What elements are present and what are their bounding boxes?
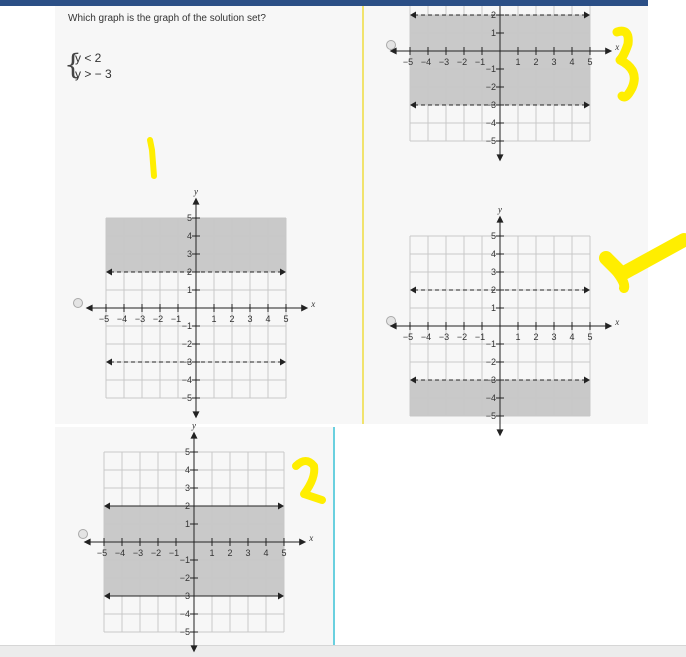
option-a-y-tick-label: −5 <box>181 393 192 403</box>
option-c-y-tick-label: 1 <box>490 303 496 313</box>
option-d-x-tick-label: 3 <box>245 548 251 558</box>
option-d-x-tick-label: −1 <box>168 548 180 558</box>
option-d-x-tick-label: 5 <box>281 548 287 558</box>
option-d-x-axis-label: x <box>309 533 314 543</box>
option-b-y-tick-label: −5 <box>485 136 496 146</box>
option-d-y-tick-label: 1 <box>184 519 190 529</box>
option-a-y-tick-label: 5 <box>186 213 192 223</box>
option-a-x-tick-label: 2 <box>229 314 235 324</box>
option-c-x-tick-label: 5 <box>587 332 593 342</box>
option-a-x-tick-label: −1 <box>170 314 182 324</box>
option-b-y-tick-label: 1 <box>490 28 496 38</box>
option-c-x-tick-label: −5 <box>402 332 414 342</box>
option-b-x-tick-label: 4 <box>569 57 575 67</box>
option-c-y-tick-label: 5 <box>490 231 496 241</box>
option-d-y-tick-label: −5 <box>179 627 190 637</box>
option-b-x-tick-label: −2 <box>456 57 468 67</box>
option-c-y-tick-label: 4 <box>490 249 496 259</box>
option-c-y-tick-label: −2 <box>485 357 496 367</box>
option-c-x-tick-label: 1 <box>515 332 521 342</box>
option-c-x-tick-label: −3 <box>438 332 450 342</box>
option-a-x-tick-label: 5 <box>283 314 289 324</box>
option-c-x-tick-label: −1 <box>474 332 486 342</box>
option-a-y-tick-label: 2 <box>186 267 192 277</box>
option-a-y-tick-label: 1 <box>186 285 192 295</box>
option-c-y-axis-label: y <box>498 204 502 215</box>
option-d-y-tick-label: 4 <box>184 465 190 475</box>
option-b-y-tick-label: 2 <box>490 10 496 20</box>
option-d-y-tick-label: −2 <box>179 573 190 583</box>
inequality-1: y < 2 <box>75 51 102 65</box>
option-d-y-tick-label: −1 <box>179 555 190 565</box>
question-prompt: Which graph is the graph of the solution set? <box>68 13 266 24</box>
option-a-x-tick-label: −2 <box>152 314 164 324</box>
option-b-y-tick-label: −2 <box>485 82 496 92</box>
option-d-y-tick-label: 3 <box>184 483 190 493</box>
marker-number-1 <box>150 140 154 176</box>
option-c-y-tick-label: −1 <box>485 339 496 349</box>
option-d-y-tick-label: −4 <box>179 609 190 619</box>
option-b-y-tick-label: −1 <box>485 64 496 74</box>
option-d-x-tick-label: −5 <box>96 548 108 558</box>
option-a-x-axis-label: x <box>311 299 316 309</box>
option-d-y-tick-label: −3 <box>179 591 190 601</box>
option-d-x-tick-label: 1 <box>209 548 215 558</box>
option-d-x-tick-label: −3 <box>132 548 144 558</box>
option-d-x-tick-label: 4 <box>263 548 269 558</box>
option-c-x-axis-label: x <box>615 317 620 327</box>
option-d-x-tick-label: −4 <box>114 548 126 558</box>
option-d-y-tick-label: 5 <box>184 447 190 457</box>
option-c-x-tick-label: 3 <box>551 332 557 342</box>
option-c-y-tick-label: −3 <box>485 375 496 385</box>
option-a-y-axis-label: y <box>194 186 198 197</box>
option-d-x-tick-label: −2 <box>150 548 162 558</box>
option-c-y-tick-label: 3 <box>490 267 496 277</box>
option-a-y-tick-label: −3 <box>181 357 192 367</box>
option-a-x-tick-label: 4 <box>265 314 271 324</box>
option-b-x-tick-label: −5 <box>402 57 414 67</box>
option-c-x-tick-label: −4 <box>420 332 432 342</box>
option-b-x-axis-label: x <box>615 42 620 52</box>
option-b-x-tick-label: −3 <box>438 57 450 67</box>
option-c-x-tick-label: 2 <box>533 332 539 342</box>
option-c-y-tick-label: 2 <box>490 285 496 295</box>
option-b-x-tick-label: −4 <box>420 57 432 67</box>
option-a-y-tick-label: −4 <box>181 375 192 385</box>
option-d-y-tick-label: 2 <box>184 501 190 511</box>
system-brace: { <box>64 48 82 81</box>
option-a-y-tick-label: −2 <box>181 339 192 349</box>
option-a-x-tick-label: −5 <box>98 314 110 324</box>
option-b-x-tick-label: 2 <box>533 57 539 67</box>
option-a-x-tick-label: −4 <box>116 314 128 324</box>
option-b-x-tick-label: 1 <box>515 57 521 67</box>
option-b-x-tick-label: −1 <box>474 57 486 67</box>
option-b-x-tick-label: 5 <box>587 57 593 67</box>
option-d-x-tick-label: 2 <box>227 548 233 558</box>
option-a-x-tick-label: 3 <box>247 314 253 324</box>
option-b-x-tick-label: 3 <box>551 57 557 67</box>
option-b-y-tick-label: −4 <box>485 118 496 128</box>
option-c-y-tick-label: −5 <box>485 411 496 421</box>
option-a-y-tick-label: −1 <box>181 321 192 331</box>
option-d-y-axis-label: y <box>192 420 196 431</box>
option-c-x-tick-label: −2 <box>456 332 468 342</box>
option-b-y-tick-label: −3 <box>485 100 496 110</box>
option-a-y-tick-label: 4 <box>186 231 192 241</box>
marker-number-3 <box>617 31 634 97</box>
marker-number-2 <box>296 461 322 500</box>
inequality-2: y > − 3 <box>75 67 112 81</box>
option-a-y-tick-label: 3 <box>186 249 192 259</box>
option-a-x-tick-label: −3 <box>134 314 146 324</box>
option-a-x-tick-label: 1 <box>211 314 217 324</box>
option-c-x-tick-label: 4 <box>569 332 575 342</box>
option-c-y-tick-label: −4 <box>485 393 496 403</box>
